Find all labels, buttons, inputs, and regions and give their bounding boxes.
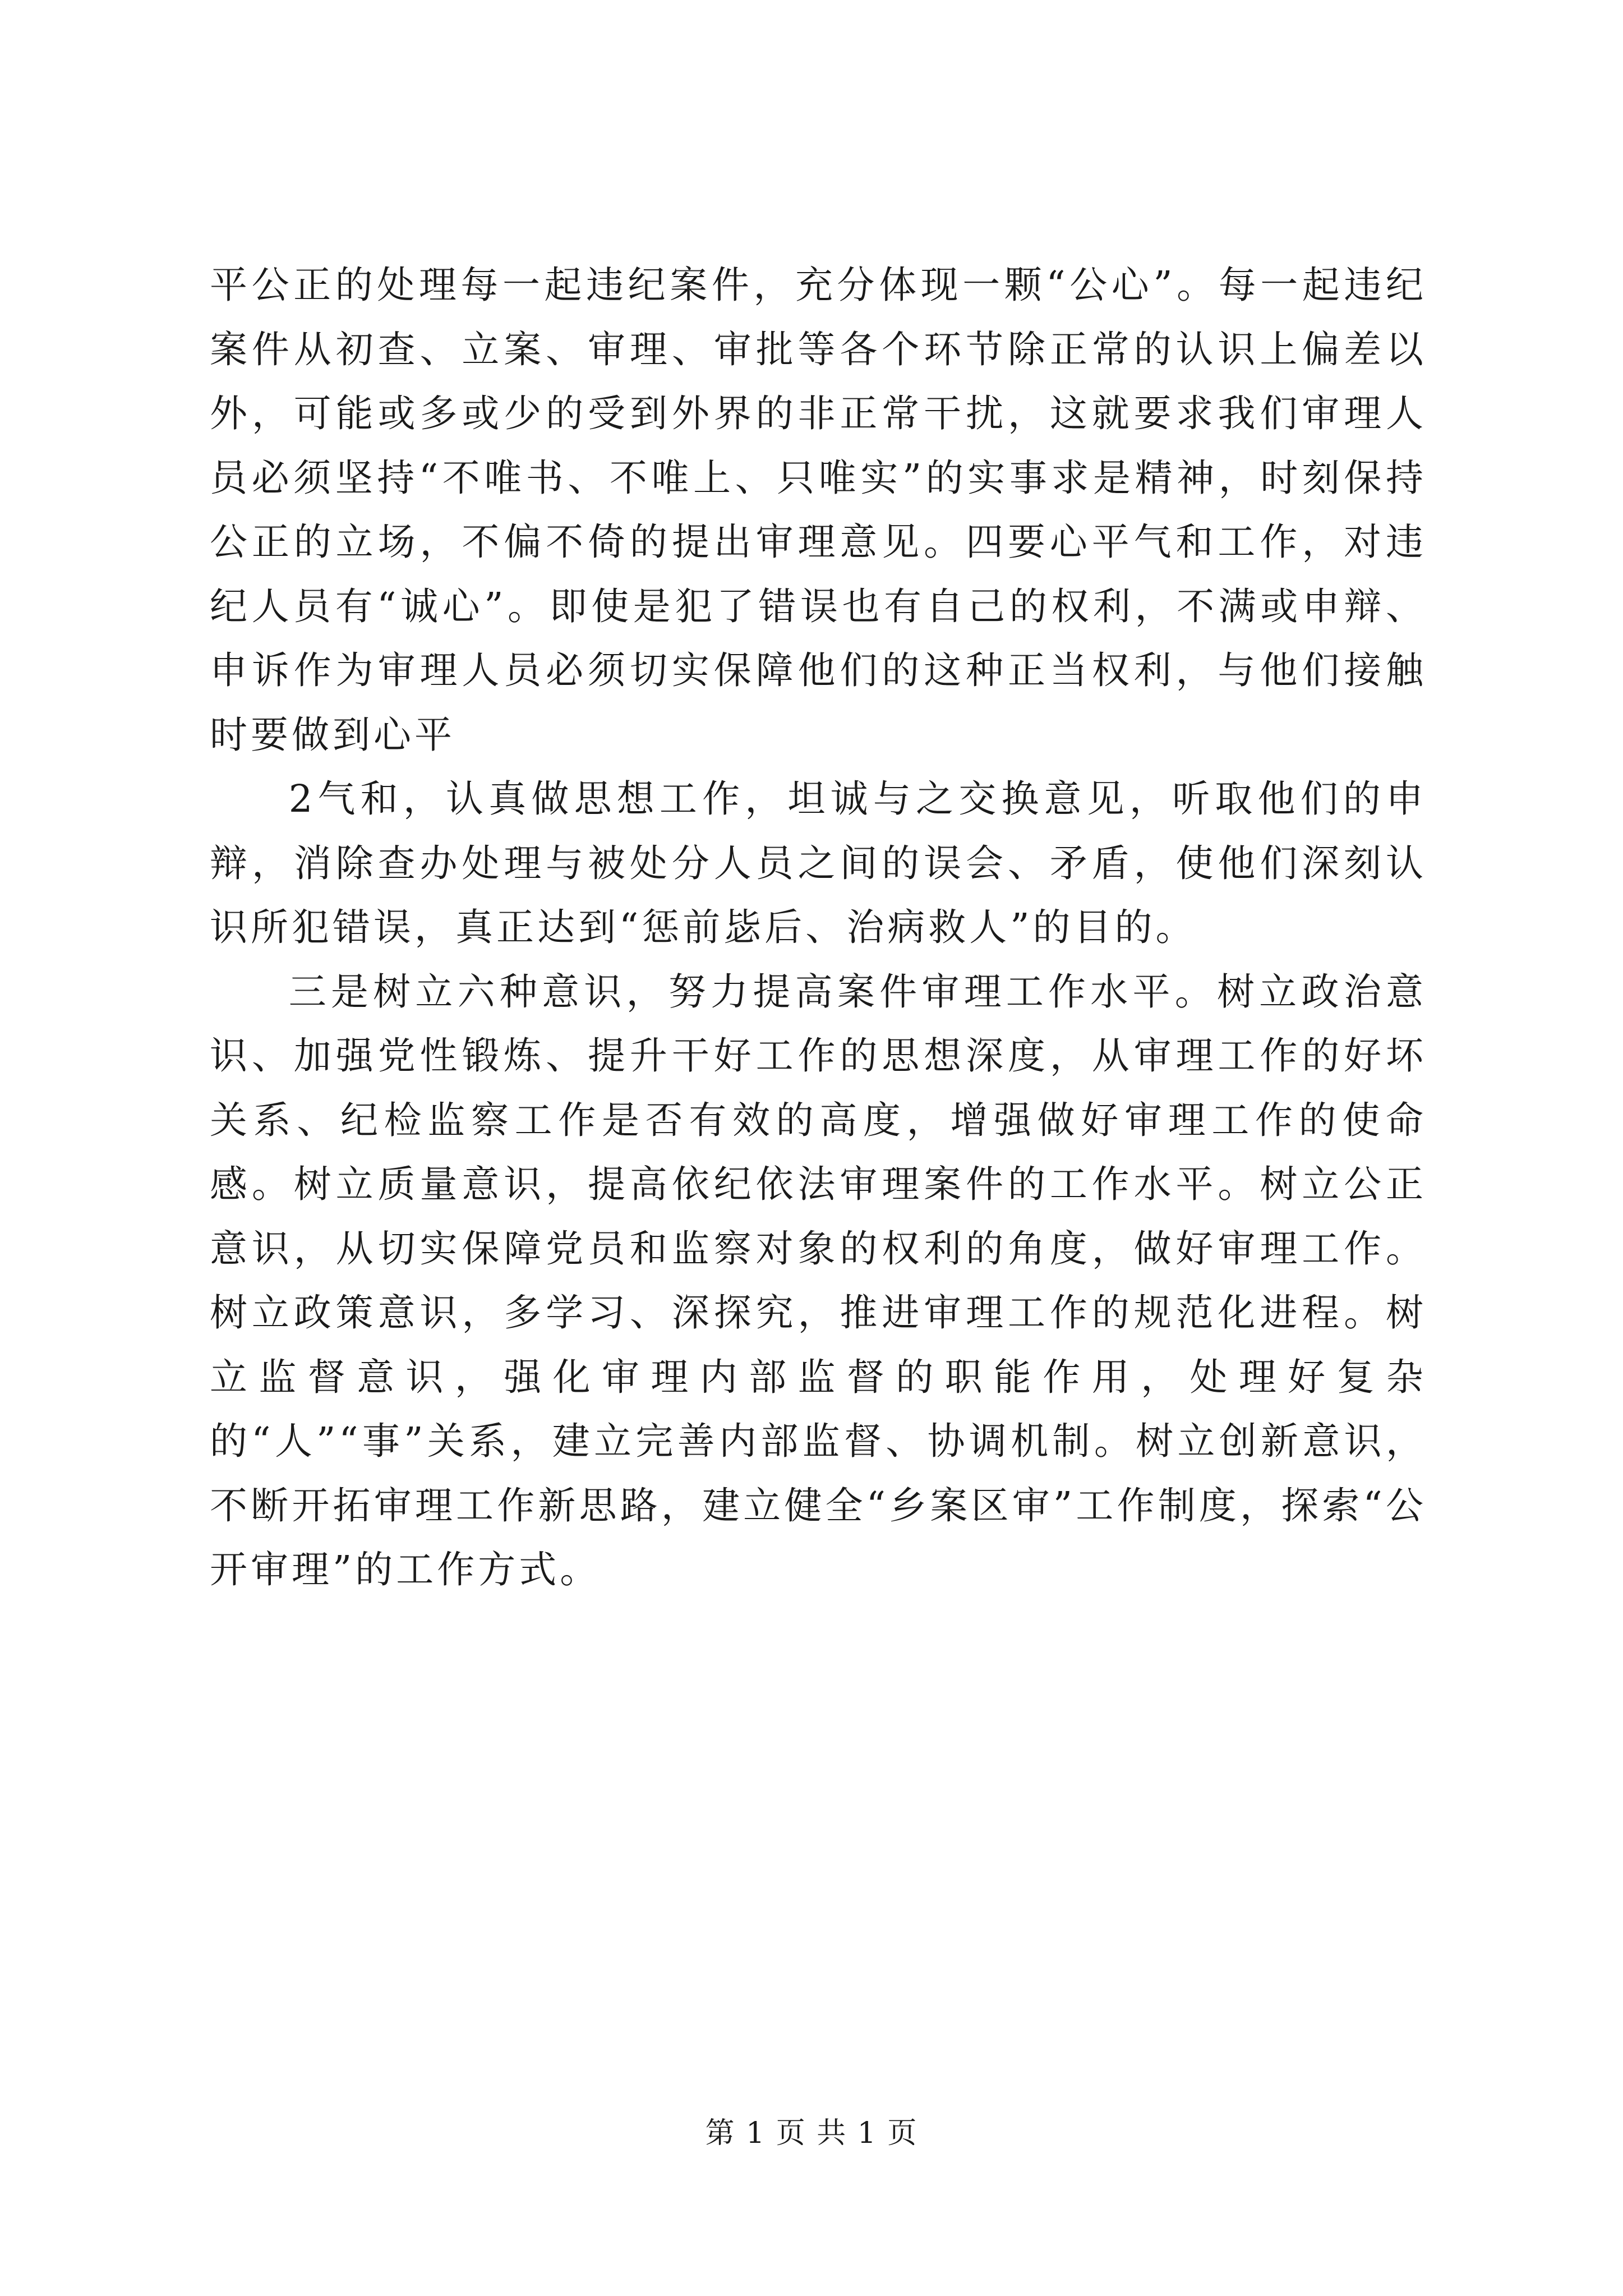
paragraph-1: 平公正的处理每一起违纪案件，充分体现一颗“公心”。每一起违纪案件从初查、立案、审理、审批等各个环节除正常的认识上偏差以外，可能或多或少的受到外界的非正常干扰，这就要求我们审理人员必须坚持“不唯书、不唯上、只唯实”的实事求是精神，时刻保持公正的立场，不偏不倚的提出审理意见。四要心平气和工作，对违纪人员有“诚心”。即使是犯了错误也有自己的权利，不满或申辩、申诉作为审理人员必须切实保障他们的这种正当权利，与他们接触时要做到心平 bbox=[210, 263, 1427, 757]
document-body bbox=[210, 253, 1427, 1602]
page-footer: 第 1 页 共 1 页 bbox=[705, 2116, 918, 2150]
paragraph-3: 三是树立六种意识，努力提高案件审理工作水平。树立政治意识、加强党性锻炼、提升干好工作的思想深度，从审理工作的好坏关系、纪检监察工作是否有效的高度，增强做好审理工作的使命感。树立质量意识，提高依纪依法审理案件的工作水平。树立公正意识，从切实保障党员和监察对象的权利的角度，做好审理工作。树立政策意识，多学习、深探究，推进审理工作的规范化进程。树立监督意识，强化审理内部监督的职能作用，处理好复杂的“人”“事”关系，建立完善内部监督、协调机制。树立创新意识，不断开拓审理工作新思路，建立健全“乡案区审”工作制度，探索“公开审理”的工作方式。 bbox=[210, 969, 1427, 1591]
paragraph-2: 2气和，认真做思想工作，坦诚与之交换意见，听取他们的申辩，消除查办处理与被处分人员之间的误会、矛盾，使他们深刻认识所犯错误，真正达到“惩前毖后、治病救人”的目的。 bbox=[210, 777, 1427, 949]
